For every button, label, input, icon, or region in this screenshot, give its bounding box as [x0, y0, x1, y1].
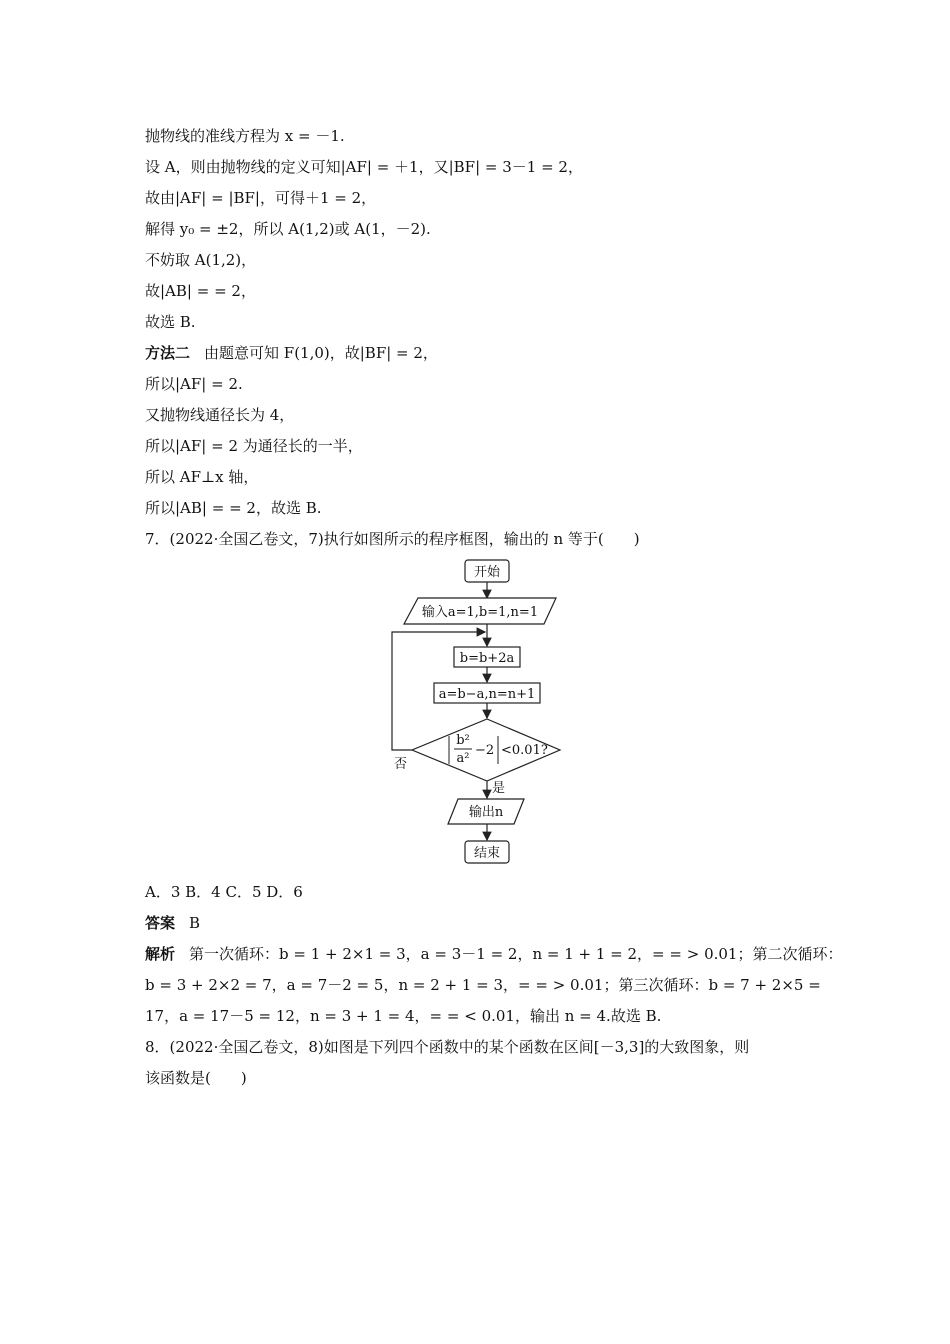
condition-numerator: b²: [456, 733, 470, 748]
answer-label: 答案: [145, 914, 176, 932]
text-line: 解得 y₀ = ±2，所以 A(1,2)或 A(1，－2).: [145, 220, 431, 238]
method-label: 方法二: [145, 344, 191, 362]
condition-denominator: a²: [456, 751, 470, 766]
method-text: 由题意可知 F(1,0)，故|BF| = 2，: [204, 344, 438, 362]
text-line: 所以|AF| = 2 为通径长的一半，: [145, 437, 363, 455]
end-label: 结束: [473, 846, 501, 861]
input-label: 输入a=1,b=1,n=1: [421, 605, 539, 620]
answer-line: [145, 913, 200, 933]
text-line: 设 A，则由抛物线的定义可知|AF| = ＋1，又|BF| = 3－1 = 2，: [145, 158, 583, 176]
analysis-text: 第一次循环：b = 1 + 2×1 = 3，a = 3－1 = 2，n = 1 + 1 = 2，= = > 0.01；第二次循环：: [189, 945, 843, 963]
text-line: 又抛物线通径长为 4，: [145, 406, 295, 424]
text-line: 所以|AB| = = 2，故选 B.: [145, 499, 322, 517]
analysis-label: 解析: [145, 945, 176, 963]
condition-minus-two: −2: [475, 743, 495, 758]
answer-value: B: [189, 914, 201, 932]
output-label: 输出n: [468, 805, 504, 820]
question-7: 7．(2022·全国乙卷文，7)执行如图所示的程序框图，输出的 n 等于( ): [145, 530, 640, 548]
text-line: 该函数是( ): [145, 1069, 247, 1087]
text-line: 故选 B.: [145, 313, 196, 331]
text-line: 17，a = 17－5 = 12，n = 3 + 1 = 4，= = < 0.01，输出 n = 4.故选 B.: [145, 1007, 662, 1025]
answer-options: A．3 B．4 C．5 D．6: [145, 883, 303, 901]
text-line: 不妨取 A(1,2)，: [145, 251, 257, 269]
text-line: 所以|AF| = 2.: [145, 375, 243, 393]
analysis-line: [145, 944, 842, 964]
text-line: b = 3 + 2×2 = 7，a = 7－2 = 5，n = 2 + 1 = 3，= = > 0.01；第三次循环：b = 7 + 2×5 =: [145, 976, 821, 994]
yes-label: 是: [492, 781, 506, 796]
process-label-a-n: a=b−a,n=n+1: [438, 687, 536, 702]
condition-threshold: <0.01?: [501, 743, 548, 758]
text-line: 抛物线的准线方程为 x = －1.: [145, 127, 345, 145]
no-label: 否: [394, 757, 408, 772]
text-line: 所以 AF⊥x 轴，: [145, 468, 259, 486]
text-line: 故由|AF| = |BF|，可得＋1 = 2，: [145, 189, 377, 207]
process-label-b: b=b+2a: [459, 651, 515, 666]
start-label: 开始: [473, 565, 501, 580]
program-flowchart: [388, 556, 568, 866]
question-8: 8．(2022·全国乙卷文，8)如图是下列四个函数中的某个函数在区间[－3,3]的大致图象，则: [145, 1038, 750, 1056]
text-line: 故|AB| = = 2，: [145, 282, 256, 300]
method-two-line: [145, 343, 438, 363]
